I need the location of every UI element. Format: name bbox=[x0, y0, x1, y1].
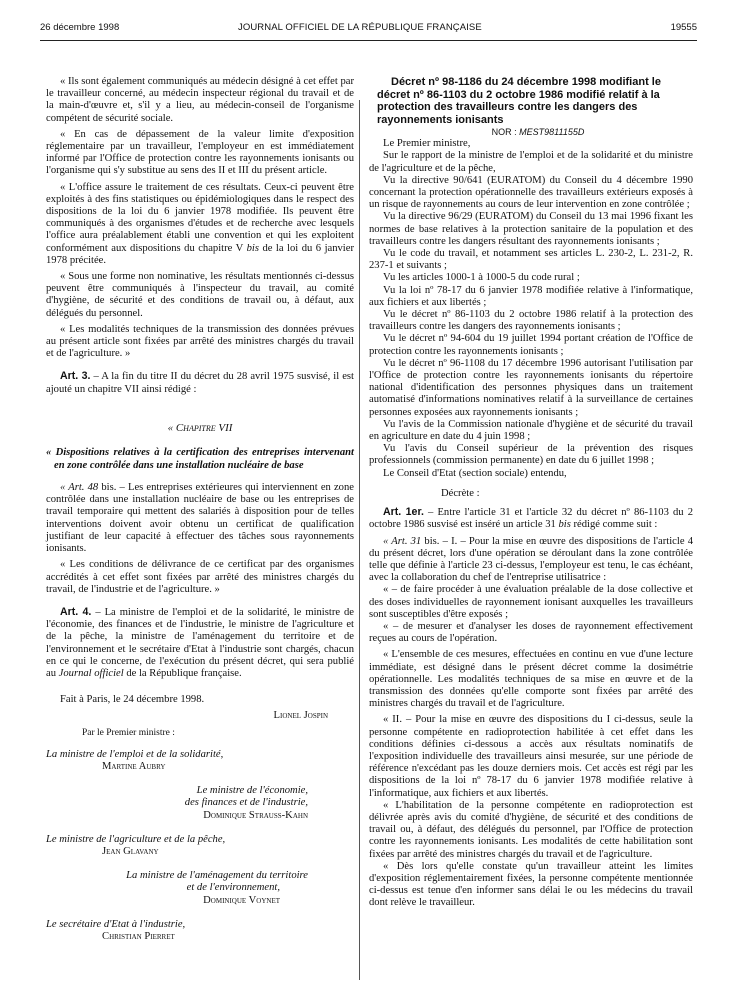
visa: Vu la directive 90/641 (EURATOM) du Conseil du 4 décembre 1990 concernant la protection opérationnelle des travailleurs extérieurs exposés à un risque de rayonnements au cours de leur intervention en zone contrôlée ; bbox=[369, 174, 693, 211]
paragraph: « En cas de dépassement de la valeur limite d'exposition réglementaire par un travailleur, l'employeur en est immédiatement informé par l'Office de protection contre les rayonnements ionisants ou l'organisme qui s'y substitue au sens des II et III du présent article. bbox=[46, 128, 354, 177]
decree-title: Décret nº 98-1186 du 24 décembre 1998 modifiant le décret nº 86-1103 du 2 octobre 1986 modifié relatif à la protection des travailleurs contre les dangers des rayonnements ionisants bbox=[377, 76, 661, 126]
signature-block: Le ministre de l'agriculture et de la pêche, Jean Glavany bbox=[46, 833, 226, 857]
visa: Vu le décret nº 96-1108 du 17 décembre 1996 autorisant l'utilisation par l'Office de protection contre les rayonnements ionisants du répertoire national d'identification des personnes physiques dans un traitement automatisé d'informations nominatives relatif à la surveillance de certaines personnes exposées aux rayonnements ionisants ; bbox=[369, 357, 693, 418]
left-column bbox=[46, 76, 354, 955]
article-31-bis: « Art. 31 bis. – I. – Pour la mise en œuvre des dispositions de l'article 4 du présent décret, lors d'une opération se déroulant dans la zone contrôlée telle que définie à l'article 23 ci-dessus, l'employeur est tenu, le cas échéant, avec la collaboration du chef de l'entreprise utilisatrice : bbox=[369, 535, 693, 584]
paragraph: Le Conseil d'Etat (section sociale) entendu, bbox=[383, 467, 567, 479]
signature-block: La ministre de l'aménagement du territoire et de l'environnement, Dominique Voynet bbox=[126, 870, 308, 906]
decrete-heading: Décrète : bbox=[441, 487, 480, 499]
article-label: Art. 1er. bbox=[383, 506, 424, 519]
paragraph: « L'habilitation de la personne compétente en radioprotection est délivrée après avis du comité d'hygiène, de sécurité et des conditions de travail ou, à défaut, des délégués du personnel, par l'Office de protection contre les rayonnements ionisants. Les modalités de cette habilitation sont fixées par arrêté des ministres chargés du travail et de l'agriculture. bbox=[369, 799, 693, 860]
paragraph: « – de faire procéder à une évaluation préalable de la dose collective et des doses individuelles de rayonnement ionisant auxquelles les travailleurs sont susceptibles d'être exposés ; bbox=[369, 584, 693, 620]
paragraph: Sur le rapport de la ministre de l'emploi et de la solidarité et du ministre de l'agriculture et de la pêche, bbox=[369, 150, 693, 174]
chapter-heading: « Chapitre VII bbox=[167, 421, 233, 434]
article-label: Art. 4. bbox=[60, 605, 92, 618]
journal-title: JOURNAL OFFICIEL DE LA RÉPUBLIQUE FRANÇAISE bbox=[238, 22, 482, 33]
visa: Vu l'avis de la Commission nationale d'hygiène et de sécurité du travail en agriculture en date du 4 juin 1998 ; bbox=[369, 418, 693, 443]
paragraph: « Sous une forme non nominative, les résultats mentionnés ci-dessus peuvent être communiqués à l'inspecteur du travail, au comité d'hygiène, de sécurité et des conditions de travail ou, à défaut, aux délégués du personnel. bbox=[46, 271, 354, 319]
page-number: 19555 bbox=[670, 22, 697, 33]
paragraph: « II. – Pour la mise en œuvre des dispositions du I ci-dessus, seule la personne compétente en radioprotection habilitée à cet effet dans les conditions définies ci-dessous a accès aux résultats nominatifs de l'exposition individuelle des travailleurs ainsi mesurée, sur une période de référence n'excédant pas les douze derniers mois. Cet accès est régi par les dispositions de la loi nº 78-17 du 6 janvier 1978 modifiée relative à l'informatique, aux fichiers et aux libertés. bbox=[369, 714, 693, 799]
visa: Vu l'avis du Conseil supérieur de la prévention des risques professionnels (commission permanente) en date du 6 juillet 1998 ; bbox=[369, 443, 693, 467]
article-4: Art. 4. – La ministre de l'emploi et de la solidarité, le ministre de l'économie, des finances et de l'industrie, le ministre de l'agriculture et de la pêche, la ministre de l'aménagement du territoire et de l'environnement et le secrétaire d'Etat à l'industrie sont chargés, chacun en ce qui le concerne, de l'exécution du présent décret, qui sera publié au Journal officiel de la République française. bbox=[46, 605, 355, 679]
nor-reference: NOR : MEST9811155D bbox=[491, 127, 585, 137]
visa: Vu le code du travail, et notamment ses articles L. 230-2, L. 231-2, R. 237-1 et suivants ; bbox=[369, 248, 693, 272]
column-divider bbox=[359, 100, 360, 980]
right-column bbox=[369, 76, 693, 910]
visa: Vu la loi nº 78-17 du 6 janvier 1978 modifiée relative à l'informatique, aux fichiers et aux libertés ; bbox=[369, 284, 693, 308]
signature-block: Le secrétaire d'Etat à l'industrie, Christian Pierret bbox=[46, 918, 186, 942]
paragraph: « Dès lors qu'elle constate qu'un travailleur atteint les limites d'exposition réglementairement fixées, la personne compétente mentionnée ci-dessus est tenue d'en informer sans délai le ou les médecins du travail dont relève le travailleur. bbox=[369, 860, 693, 909]
page-header bbox=[40, 22, 697, 38]
paragraph: « L'office assure le traitement de ces résultats. Ceux-ci peuvent être exploités à des fins statistiques ou épidémiologiques dans le respect des dispositions de la loi du 6 janvier 1978 modifiée. Ils peuvent être communiqués à des organismes d'études et de recherche avec lesquels l'office aura préalablement établi une convention et qui les exploitent conformément aux dispositions du chapitre V bis de la loi du 6 janvier 1978 précitée. bbox=[46, 181, 354, 266]
visa: Vu le décret nº 86-1103 du 2 octobre 1986 relatif à la protection des travailleurs contre les dangers des rayonnements ionisants ; bbox=[369, 309, 693, 333]
section-heading: « Dispositions relatives à la certification des entreprises intervenant en zone contrôlée dans une installation nucléaire de base bbox=[46, 447, 354, 472]
paragraph: « Ils sont également communiqués au médecin désigné à cet effet par le travailleur concerné, au médecin inspecteur régional du travail et de la main-d'œuvre et, s'il y a lieu, au médecin-conseil de l'organisme compétent de sécurité sociale. bbox=[46, 76, 354, 124]
prime-minister-signature: Lionel Jospin bbox=[273, 710, 328, 722]
paragraph: Le Premier ministre, bbox=[383, 138, 471, 150]
paragraph: « Les modalités techniques de la transmission des données prévues au présent article sont fixées par arrêté des ministres chargés du travail et de l'agriculture. » bbox=[46, 323, 354, 360]
signature-block: Le ministre de l'économie, des finances et de l'industrie, Dominique Strauss-Kahn bbox=[184, 785, 308, 821]
article-label: Art. 3. bbox=[60, 370, 91, 383]
visa: Vu le décret nº 94-604 du 19 juillet 1994 portant création de l'Office de protection contre les rayonnements ionisants ; bbox=[369, 333, 693, 357]
paragraph: « Les conditions de délivrance de ce certificat par des organismes accrédités à cet effet sont fixées par arrêté des ministres chargés du travail, de l'industrie et de l'agriculture. » bbox=[46, 559, 354, 595]
paragraph: « – de mesurer et d'analyser les doses de rayonnement effectivement reçues au cours de l'opération. bbox=[369, 620, 693, 645]
header-rule bbox=[40, 40, 697, 41]
article-3: Art. 3. – A la fin du titre II du décret du 28 avril 1975 susvisé, il est ajouté un chapitre VII ainsi rédigé : bbox=[46, 370, 354, 395]
visa: Vu les articles 1000-1 à 1000-5 du code rural ; bbox=[383, 272, 580, 284]
visa: Vu la directive 96/29 (EURATOM) du Conseil du 13 mai 1996 fixant les normes de base relatives à la protection sanitaire de la population et des travailleurs contre les dangers résultant des rayonnements ionisants ; bbox=[369, 211, 693, 247]
signature-block: La ministre de l'emploi et de la solidarité, Martine Aubry bbox=[46, 748, 224, 772]
by-prime-minister: Par le Premier ministre : bbox=[82, 727, 175, 738]
signing-place-date: Fait à Paris, le 24 décembre 1998. bbox=[60, 694, 205, 706]
paragraph: « L'ensemble de ces mesures, effectuées en continu en vue d'une lecture immédiate, est désigné dans le présent décret comme la dosimétrie opérationnelle. Les modalités techniques de sa mise en œuvre et de la transmission des données qu'elle comporte sont fixées par arrêté des ministres chargés du travail et de l'agriculture. bbox=[369, 649, 693, 710]
article-48-bis: « Art. 48 bis. – Les entreprises extérieures qui interviennent en zone contrôlée dans une installation nucléaire de base ou les entreprises de travail temporaire qui mettent des salariés à disposition pour de telles interventions doivent avoir obtenu un certificat de qualification justifiant de leur capacité à effectuer des tâches sous rayonnements ionisants. bbox=[46, 482, 354, 555]
article-1: Art. 1er. – Entre l'article 31 et l'article 32 du décret nº 86-1103 du 2 octobre 1986 susvisé est inséré un article 31 bis rédigé comme suit : bbox=[369, 506, 693, 531]
header-date: 26 décembre 1998 bbox=[40, 22, 120, 33]
